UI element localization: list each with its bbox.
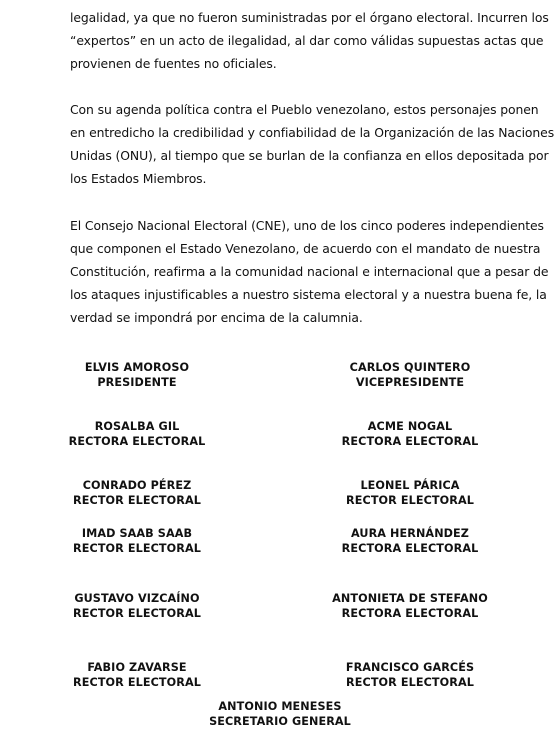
signatory-name: GUSTAVO VIZCAÍNO (74, 592, 200, 605)
signature-acme-nogal (300, 420, 520, 449)
signature-francisco-garces (300, 661, 520, 690)
signatory-title: VICEPRESIDENTE (355, 375, 465, 389)
signatory-name: IMAD SAAB SAAB (81, 527, 193, 540)
signatory-name: ACME NOGAL (367, 420, 453, 433)
paragraph-1 (70, 6, 549, 75)
signature-carlos-quintero (300, 361, 520, 390)
paragraph-line: “expertos” en un acto de ilegalidad, al dar como válidas supuestas actas que (70, 33, 544, 48)
paragraph-line: El Consejo Nacional Electoral (CNE), uno de los cinco poderes independientes (70, 218, 544, 233)
signatory-title: RECTORA ELECTORAL (68, 434, 206, 448)
signatory-title: RECTOR ELECTORAL (73, 606, 201, 620)
signatory-name: ELVIS AMOROSO (84, 361, 190, 374)
signatory-title: RECTOR ELECTORAL (73, 493, 201, 507)
paragraph-line: Con su agenda política contra el Pueblo venezolano, estos personajes ponen (70, 102, 539, 117)
paragraph-line: Unidas (ONU), al tiempo que se burlan de la confianza en ellos depositada por (70, 148, 549, 163)
signature-imad-saab (27, 527, 247, 556)
signatory-title: RECTOR ELECTORAL (73, 541, 201, 555)
signatory-name: ROSALBA GIL (94, 420, 180, 433)
signatory-title: RECTOR ELECTORAL (346, 675, 474, 689)
signature-rosalba-gil (27, 420, 247, 449)
signatory-title: RECTOR ELECTORAL (73, 675, 201, 689)
paragraph-line: que componen el Estado Venezolano, de acuerdo con el mandato de nuestra (70, 241, 541, 256)
signatory-title: SECRETARIO GENERAL (209, 714, 351, 728)
paragraph-line: Constitución, reafirma a la comunidad nacional e internacional que a pesar de (70, 264, 549, 279)
signature-antonio-meneses (170, 700, 390, 729)
paragraph-line: los ataques injustificables a nuestro sistema electoral y a nuestra buena fe, la (70, 287, 547, 302)
signatory-name: AURA HERNÁNDEZ (350, 527, 469, 540)
signatory-name: CONRADO PÉREZ (82, 479, 192, 492)
signature-elvis-amoroso (27, 361, 247, 390)
signatory-title: RECTORA ELECTORAL (341, 541, 479, 555)
signatory-title: RECTORA ELECTORAL (341, 606, 479, 620)
signatory-name: ANTONIETA DE STEFANO (332, 592, 488, 605)
signature-antonieta-de-stefano (300, 592, 520, 621)
paragraph-line: provienen de fuentes no oficiales. (70, 56, 277, 71)
signature-aura-hernandez (300, 527, 520, 556)
signatory-name: FRANCISCO GARCÉS (345, 661, 475, 674)
signatory-name: ANTONIO MENESES (218, 700, 342, 713)
signatory-name: LEONEL PÁRICA (360, 479, 460, 492)
paragraph-line: legalidad, ya que no fueron suministradas por el órgano electoral. Incurren los (70, 10, 549, 25)
signatory-name: CARLOS QUINTERO (349, 361, 471, 374)
signature-leonel-parica (300, 479, 520, 508)
signature-gustavo-vizcaino (27, 592, 247, 621)
signature-fabio-zavarse (27, 661, 247, 690)
paragraph-line: en entredicho la credibilidad y confiabilidad de la Organización de las Naciones (70, 125, 555, 140)
signatory-title: RECTORA ELECTORAL (341, 434, 479, 448)
paragraph-2 (70, 98, 555, 190)
signatory-title: PRESIDENTE (97, 375, 177, 389)
signatory-name: FABIO ZAVARSE (87, 661, 187, 674)
paragraph-3 (70, 214, 549, 329)
paragraph-line: verdad se impondrá por encima de la calumnia. (70, 310, 363, 325)
signatory-title: RECTOR ELECTORAL (346, 493, 474, 507)
paragraph-line: los Estados Miembros. (70, 171, 207, 186)
signature-conrado-perez (27, 479, 247, 508)
